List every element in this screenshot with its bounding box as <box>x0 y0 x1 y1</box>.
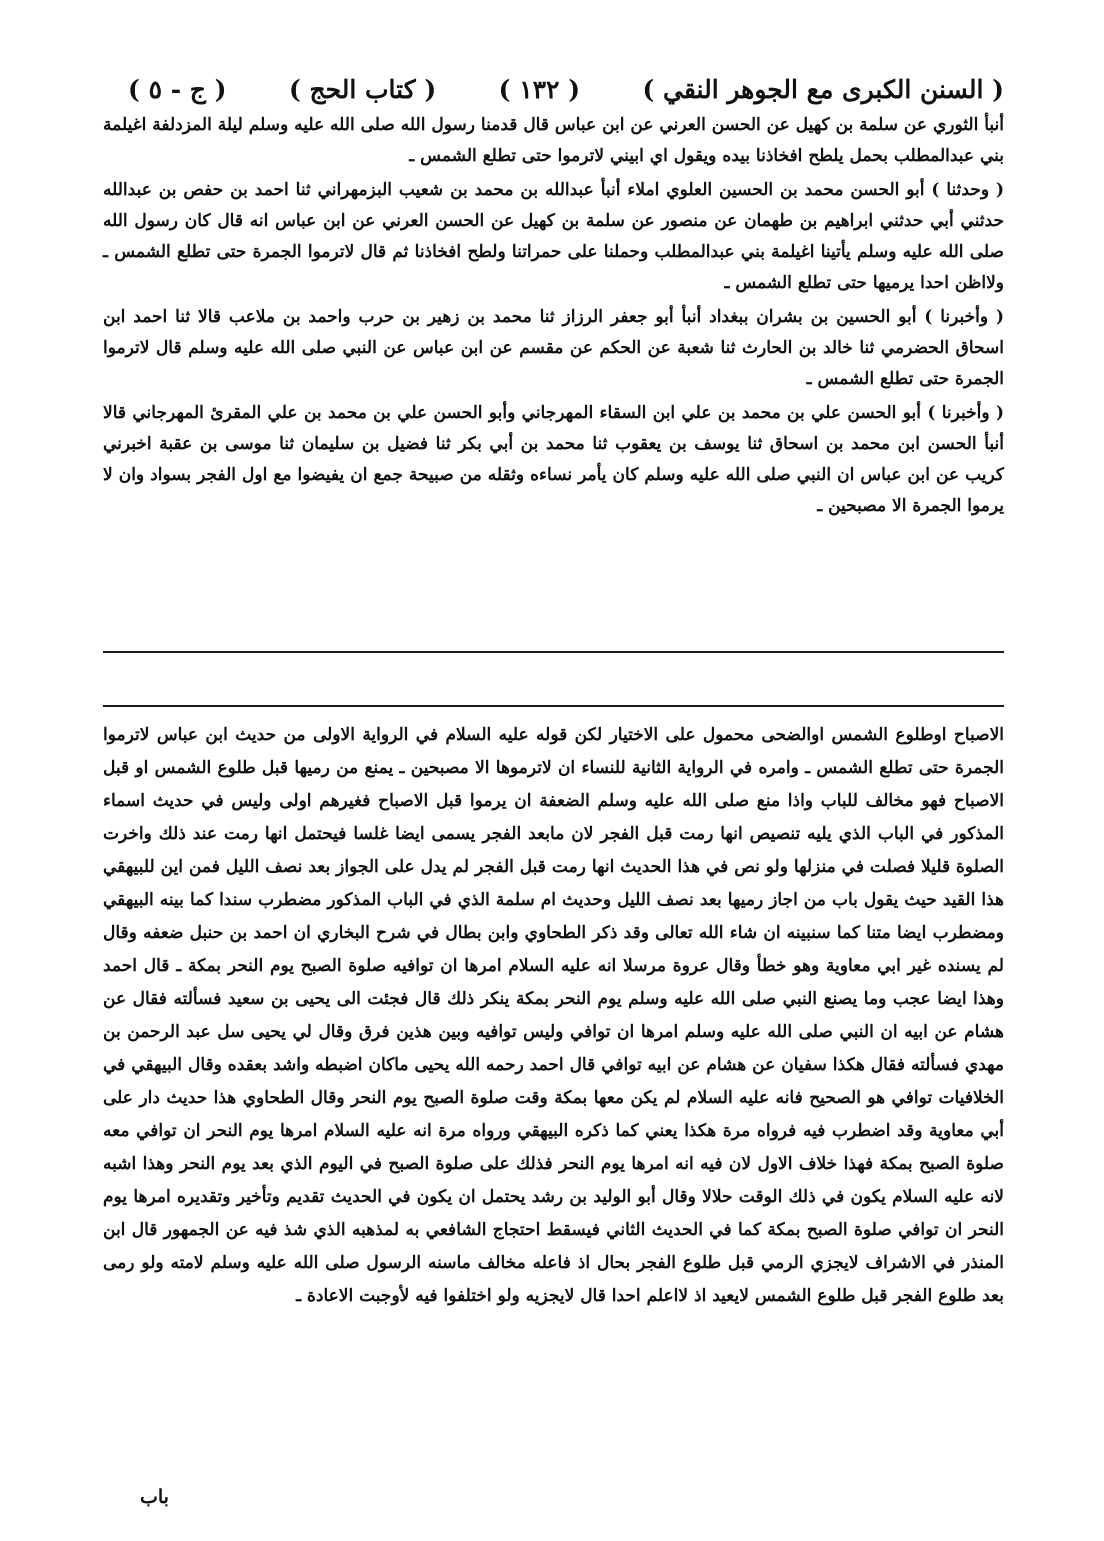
catchword: باب <box>140 1486 169 1508</box>
main-hadith-text <box>103 110 1004 525</box>
page-header <box>128 66 1004 112</box>
book-title: ( السنن الكبرى مع الجوهر النقي ) <box>642 74 1004 104</box>
section-divider-bottom <box>103 705 1004 707</box>
volume-number: ( ج - ٥ ) <box>128 74 227 104</box>
hadith-paragraph: ( وحدثنا ) أبو الحسن محمد بن الحسين العلوي املاء أنبأ عبدالله بن محمد بن شعيب البزمهراني ثنا احمد بن حفص بن عبدالله حدثني أبي حدثني ابراهيم بن طهمان عن منصور عن سلمة بن كهيل عن الحسن العرني عن ابن عباس انه قال كان رسول الله صلى الله عليه وسلم يأتينا اغيلمة بني عبدالمطلب وحملنا على حمراتنا ولطح افخاذنا ثم قال لاترموا الجمرة حتى تطلع الشمس ـ ولااظن احدا يرميها حتى تطلع الشمس ـ <box>103 180 1004 293</box>
commentary-text <box>103 719 1004 1313</box>
hadith-paragraph: ( وأخبرنا ) أبو الحسن علي بن محمد بن علي ابن السقاء المهرجاني وأبو الحسن علي بن محمد بن علي المقرئ المهرجاني قالا أنبأ الحسن ابن محمد بن اسحاق ثنا يوسف بن يعقوب ثنا محمد بن أبي بكر ثنا فضيل بن سليمان ثنا موسى بن عقبة اخبرني كريب عن ابن عباس ان النبي صلى الله عليه وسلم كان يأمر نساءه وثقله من صبيحة جمع ان يفيضوا مع اول الفجر بسواد وان لا يرموا الجمرة الا مصبحين ـ <box>103 403 1004 516</box>
section-divider-top <box>103 651 1004 653</box>
commentary-paragraph: الاصباح اوطلوع الشمس اوالضحى محمول على الاختيار لكن قوله عليه السلام في الرواية الاولى من حديث ابن عباس لاترموا الجمرة حتى تطلع الشمس ـ وامره في الرواية الثانية للنساء ان لاترموها الا مصبحين ـ يمنع من رميها قبل طلوع الشمس او قبل الاصباح فهو مخالف للباب واذا منع صلى الله عليه وسلم الضعفة ان يرموا قبل الاصباح فغيرهم اولى وليس في حديث اسماء المذكور في الباب الذي يليه تنصيص انها رمت قبل الفجر لان مابعد الفجر يسمى ايضا غلسا فيحتمل انها رمت عند ذلك واخرت الصلوة قليلا فصلت في منزلها ولو نص في هذا الحديث انها رمت قبل الفجر لم يدل على الجواز بعد نصف الليل فمن اين للبيهقي هذا القيد حيث يقول باب من اجاز رميها بعد نصف الليل وحديث ام سلمة الذي في الباب المذكور مضطرب سندا كما بينه البيهقي ومضطرب ايضا متنا كما سنبينه ان شاء الله تعالى وقد ذكر الطحاوي وابن بطال في شرح البخاري ان احمد بن حنبل ضعفه وقال لم يسنده غير ابي معاوية وهو خطأ وقال عروة مرسلا انه عليه السلام امرها ان توافيه صلوة الصبح يوم النحر بمكة ـ قال احمد وهذا ايضا عجب وما يصنع النبي صلى الله عليه وسلم يوم النحر بمكة ينكر ذلك قال فجئت الى يحيى بن سعيد فسألته فقال عن هشام عن ابيه ان النبي صلى الله عليه وسلم امرها ان توافي وليس توافيه وبين هذين فرق وقال لي يحيى سل عبد الرحمن بن مهدي فسألته فقال هكذا سفيان عن هشام عن ابيه توافي قال احمد رحمه الله يحيى ماكان اضبطه واشد بعقده وقال البيهقي في الخلافيات توافي هو الصحيح فانه عليه السلام لم يكن معها بمكة وقت صلوة الصبح يوم النحر وقال الطحاوي هذا حديث دار على أبي معاوية وقد اضطرب فيه فرواه مرة هكذا يعني كما ذكره البيهقي ورواه مرة انه عليه السلام امرها يوم النحر ان توافي معه صلوة الصبح بمكة فهذا خلاف الاول لان فيه انه امرها يوم النحر فذلك على صلوة الصبح في اليوم الذي بعد يوم النحر وهذا اشبه لانه عليه السلام يكون في ذلك الوقت حلالا وقال أبو الوليد بن رشد يحتمل ان يكون في الحديث تقديم وتأخير وتقديره امرها يوم النحر ان توافي صلوة الصبح بمكة كما في الحديث الثاني فيسقط احتجاج الشافعي به لمذهبه الذي شذ فيه عن الجمهور قال ابن المنذر في الاشراف لايجزي الرمي قبل طلوع الفجر بحال اذ فاعله مخالف ماسنه الرسول صلى الله عليه وسلم لامته ولو رمى بعد طلوع الفجر قبل طلوع الشمس لايعيد اذ لااعلم احدا قال لايجزيه ولو اختلفوا فيه لأوجبت الاعادة ـ <box>103 725 1004 1306</box>
hadith-paragraph: أنبأ الثوري عن سلمة بن كهيل عن الحسن العرني عن ابن عباس قال قدمنا رسول الله صلى الله عليه وسلم ليلة المزدلفة اغيلمة بني عبدالمطلب بحمل يلطح افخاذنا بيده ويقول اي ابيني لاترموا حتى تطلع الشمس ـ <box>103 115 1004 166</box>
page-number: ( ١٣٢ ) <box>498 74 581 104</box>
chapter-title: ( كتاب الحج ) <box>288 74 437 104</box>
hadith-paragraph: ( وأخبرنا ) أبو الحسين بن بشران ببغداد أنبأ أبو جعفر الرزاز ثنا محمد بن زهير بن حرب واحمد بن ملاعب قالا ثنا احمد ابن اسحاق الحضرمي ثنا خالد بن الحارث ثنا شعبة عن الحكم عن مقسم عن ابن عباس عن النبي صلى الله عليه وسلم قال لاترموا الجمرة حتى تطلع الشمس ـ <box>103 307 1004 389</box>
